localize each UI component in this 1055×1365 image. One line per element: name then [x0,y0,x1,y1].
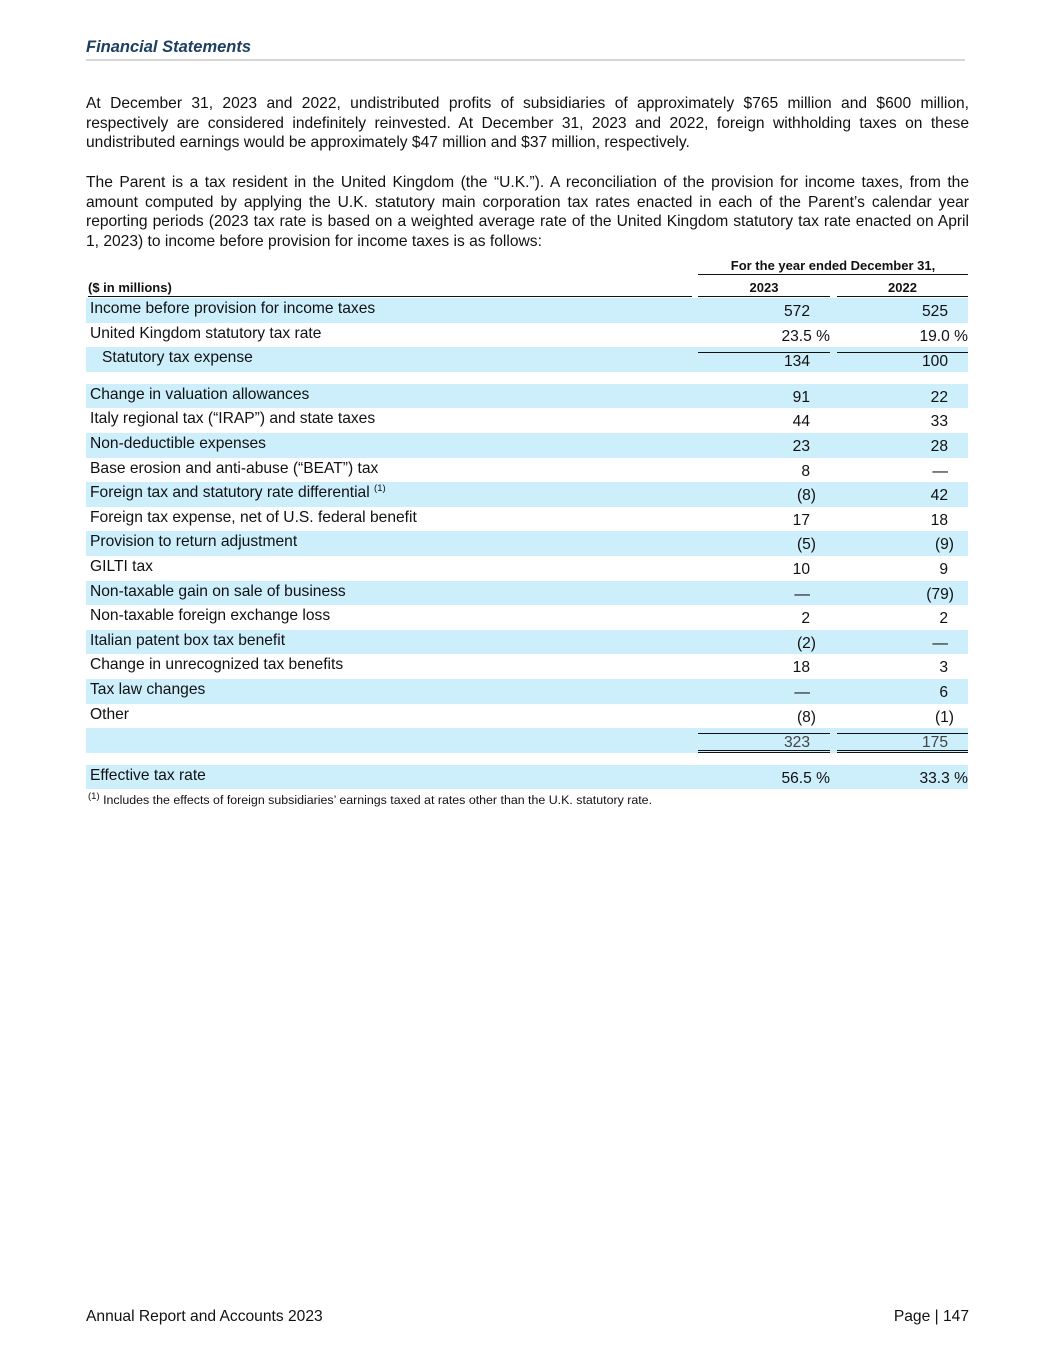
table-row [86,556,968,581]
column-header-2022: 2022 [837,280,968,297]
footer-page-number: Page | 147 [893,1308,969,1325]
value-2022: 22 [930,388,948,406]
footnote [88,790,653,807]
value-2023: 17 [792,511,810,529]
table-spacer [86,372,968,384]
value-2023: 44 [792,413,810,431]
footnote-ref: (1) [374,482,386,494]
table-row [86,433,968,458]
table-row [86,458,968,483]
value-2022: 6 [939,683,948,701]
footnote-text: Includes the effects of foreign subsidiaries’ earnings taxed at rates other than the U.K. statutory rate. [103,793,653,807]
table-row [86,531,968,556]
value-2022: 33 [930,413,948,431]
footnote-marker: (1) [88,790,100,802]
value-2023: 10 [792,560,810,578]
row-label: Statutory tax expense [102,349,253,367]
header-title: Financial Statements [86,38,252,56]
table-row [86,654,968,679]
value-2022: (9) [934,536,954,554]
value-2023: (8) [796,708,816,726]
total-2022: 175 [921,734,948,752]
value-2022: — [932,462,948,480]
paragraph-reconciliation-intro: The Parent is a tax resident in the United Kingdom (the “U.K.”). A reconciliation of the provision for income taxes, from the amount computed by applying the U.K. statutory main corporation tax rates enacted in each of the Parent’s calendar year reporting periods (2023 tax rate is based on a weighted average rate of the United Kingdom statutory tax rate enacted on April 1, 2023) to income before provision for income taxes is as follows: [86,174,969,250]
column-header-2023: 2023 [698,280,830,297]
page-header [86,38,965,61]
table-row [86,323,968,348]
table-row [86,581,968,606]
value-2023: 134 [783,353,810,371]
value-2023: — [794,585,810,603]
row-label: Change in unrecognized tax benefits [90,656,344,674]
total-2023: 323 [783,734,810,752]
value-2022: 18 [930,511,948,529]
value-2023: 572 [783,303,810,320]
value-2023: 2 [801,610,810,628]
value-2022: 33.3 % [919,769,968,787]
row-label: Effective tax rate [90,766,206,784]
value-2022: 19.0 % [919,327,968,345]
table-row [86,679,968,704]
table-row [86,347,968,372]
table-spacer [86,753,968,765]
value-2023: 8 [801,462,810,480]
value-2022: — [932,634,948,652]
row-label: GILTI tax [90,557,153,575]
table-row [86,630,968,655]
row-label: Italy regional tax (“IRAP”) and state taxes [90,410,376,428]
value-2022: (79) [926,585,954,603]
row-label: Base erosion and anti-abuse (“BEAT”) tax [90,459,379,477]
table-row-effective-rate [86,765,968,790]
table-row [86,605,968,630]
row-label: United Kingdom statutory tax rate [90,324,322,342]
table-row [86,507,968,532]
row-label: Provision to return adjustment [90,533,298,551]
value-2022: 3 [939,659,948,677]
value-2023: (5) [796,536,816,554]
value-2023: 56.5 % [781,769,830,787]
row-label: Foreign tax expense, net of U.S. federal benefit [90,508,417,526]
value-2022: 525 [921,303,948,320]
row-label: Non-taxable foreign exchange loss [90,607,331,625]
paragraph-undistributed-profits: At December 31, 2023 and 2022, undistributed profits of subsidiaries of approximately $765 million and $600 million, respectively are considered indefinitely reinvested. At December 31, 2023 and 2022, foreign withholding taxes on these undistributed earnings would be approximately $47 million and $37 million, respectively. [86,95,969,152]
value-2022: 28 [930,437,948,455]
value-2022: 42 [930,487,948,505]
row-label: Non-taxable gain on sale of business [90,582,346,600]
value-2023: 23.5 % [781,327,830,345]
value-2023: — [794,683,810,701]
table-row [86,482,968,507]
table-row [86,384,968,409]
row-label: Change in valuation allowances [90,385,310,403]
value-2023: (8) [796,487,816,505]
value-2022: 2 [939,610,948,628]
value-2023: 18 [792,659,810,677]
units-label: ($ in millions) [88,280,692,297]
row-label: Italian patent box tax benefit [90,631,286,649]
value-2022: (1) [934,708,954,726]
row-label: Income before provision for income taxes [90,300,376,317]
row-label [90,484,386,502]
row-label: Other [90,705,129,723]
footer-report-title: Annual Report and Accounts 2023 [86,1308,323,1325]
tax-reconciliation-table [86,256,968,789]
value-2023: 91 [792,388,810,406]
value-2023: (2) [796,634,816,652]
value-2022: 9 [939,560,948,578]
table-row [86,704,968,729]
row-label: Non-deductible expenses [90,434,266,452]
row-label: Tax law changes [90,680,206,698]
table-row [86,298,968,323]
table-column-header-row [86,276,968,298]
table-total-row [86,728,968,753]
value-2023: 23 [792,437,810,455]
row-label-text: Foreign tax and statutory rate differential [90,484,370,502]
value-2022: 100 [921,353,948,371]
table-period-header-row [86,256,968,276]
period-header: For the year ended December 31, [698,258,968,275]
table-row [86,408,968,433]
